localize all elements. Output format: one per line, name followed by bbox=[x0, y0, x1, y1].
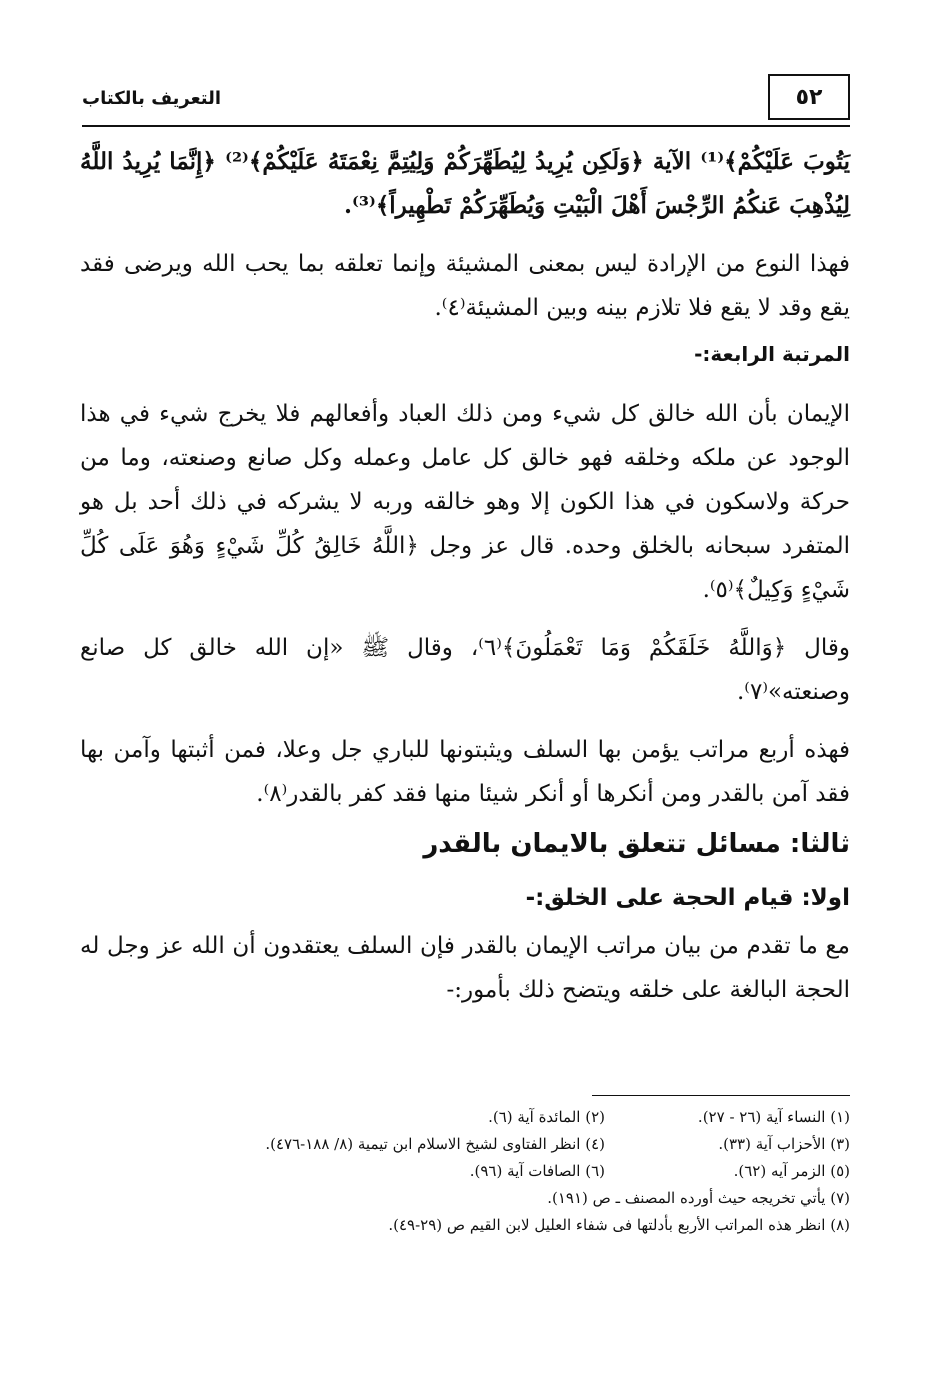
footnote-2: (٢) المائدة آية (٦). bbox=[488, 1108, 605, 1126]
footnote-3: (٣) الأحزاب آية (٣٣). bbox=[718, 1135, 850, 1153]
page-number: ٥٢ bbox=[768, 74, 850, 120]
footnote-row bbox=[80, 1131, 850, 1158]
paragraph-will-meaning: فهذا النوع من الإرادة ليس بمعنى المشيئة وإنما تعلقه بما يحب الله ويرضى فقد يقع وقد لا يقع فلا تلازم بينه وبين المشيئة⁽٤⁾. bbox=[80, 251, 850, 321]
footnote-7: (٧) يأتي تخريجه حيث أورده المصنف ـ ص (١٩١). bbox=[547, 1189, 850, 1207]
paragraph-creator-of-all: الإيمان بأن الله خالق كل شيء ومن ذلك العباد وأفعالهم فلا يخرج شيء في هذا الوجود عن ملكه وخلقه فهو خالق كل عامل وعمله وكل صانع وصنعته، وما من حركة ولاسكون في هذا الكون إلا وهو خالقه وربه لا يشركه في ذلك أحد بل هو المتفرد سبحانه بالخلق وحده. قال عز وجل ﴿اللَّهُ خَالِقُ كُلِّ شَيْءٍ وَهُوَ عَلَى كُلِّ شَيْءٍ وَكِيلٌ﴾⁽٥⁾. bbox=[80, 401, 850, 603]
paragraph-proof: مع ما تقدم من بيان مراتب الإيمان بالقدر فإن السلف يعتقدون أن الله عز وجل له الحجة البالغة على خلقه ويتضح ذلك بأمور:- bbox=[80, 933, 850, 1003]
footnote-row bbox=[80, 1185, 850, 1212]
footnote-6: (٦) الصافات آية (٩٦). bbox=[469, 1162, 605, 1180]
heading-first-subsection: اولا: قيام الحجة على الخلق:- bbox=[525, 885, 850, 911]
page-header bbox=[82, 74, 850, 126]
footnote-divider bbox=[592, 1095, 850, 1096]
footnote-row bbox=[80, 1158, 850, 1185]
running-title: التعريف بالكتاب bbox=[82, 88, 222, 109]
footnote-row bbox=[80, 1104, 850, 1131]
paragraph-four-levels: فهذه أربع مراتب يؤمن بها السلف ويثبتونها للباري جل وعلا، فمن أثبتها وآمن بها فقد آمن بالقدر ومن أنكرها أو أنكر شيئا منها فقد كفر بالقدر⁽٨⁾. bbox=[80, 737, 850, 807]
footnote-row bbox=[80, 1212, 850, 1239]
paragraph-hadith: وقال ﴿وَاللَّهُ خَلَقَكُمْ وَمَا تَعْمَلُونَ﴾⁽٦⁾، وقال ﷺ «إن الله خالق كل صانع وصنعته»⁽٧⁾. bbox=[80, 635, 851, 705]
paragraph-quran-verses: يَتُوبَ عَلَيْكُمْ﴾⁽¹⁾ الآية ﴿وَلَكِن يُرِيدُ لِيُطَهِّرَكُمْ وَلِيُتِمَّ نِعْمَتَهُ عَلَيْكُمْ﴾⁽²⁾ ﴿إِنَّمَا يُرِيدُ اللَّهُ لِيُذْهِبَ عَنكُمُ الرِّجْسَ أَهْلَ الْبَيْتِ وَيُطَهِّرَكُمْ تَطْهِيراً﴾⁽³⁾. bbox=[80, 148, 851, 219]
header-divider bbox=[82, 125, 850, 127]
heading-fourth-level: المرتبة الرابعة:- bbox=[694, 342, 850, 366]
page-body bbox=[80, 140, 850, 1012]
footnote-5: (٥) الزمر آيه (٦٢). bbox=[733, 1162, 850, 1180]
footnotes bbox=[80, 1104, 850, 1239]
heading-third-section: ثالثا: مسائل تتعلق بالايمان بالقدر bbox=[423, 829, 850, 859]
footnote-8: (٨) انظر هذه المراتب الأربع بأدلتها فى شفاء العليل لابن القيم ص (٢٩-٤٩). bbox=[388, 1216, 850, 1234]
footnote-4: (٤) انظر الفتاوى لشيخ الاسلام ابن تيمية (٨/ ١٨٨-٤٧٦). bbox=[265, 1135, 605, 1153]
footnote-1: (١) النساء آية (٢٦ - ٢٧). bbox=[697, 1108, 850, 1126]
